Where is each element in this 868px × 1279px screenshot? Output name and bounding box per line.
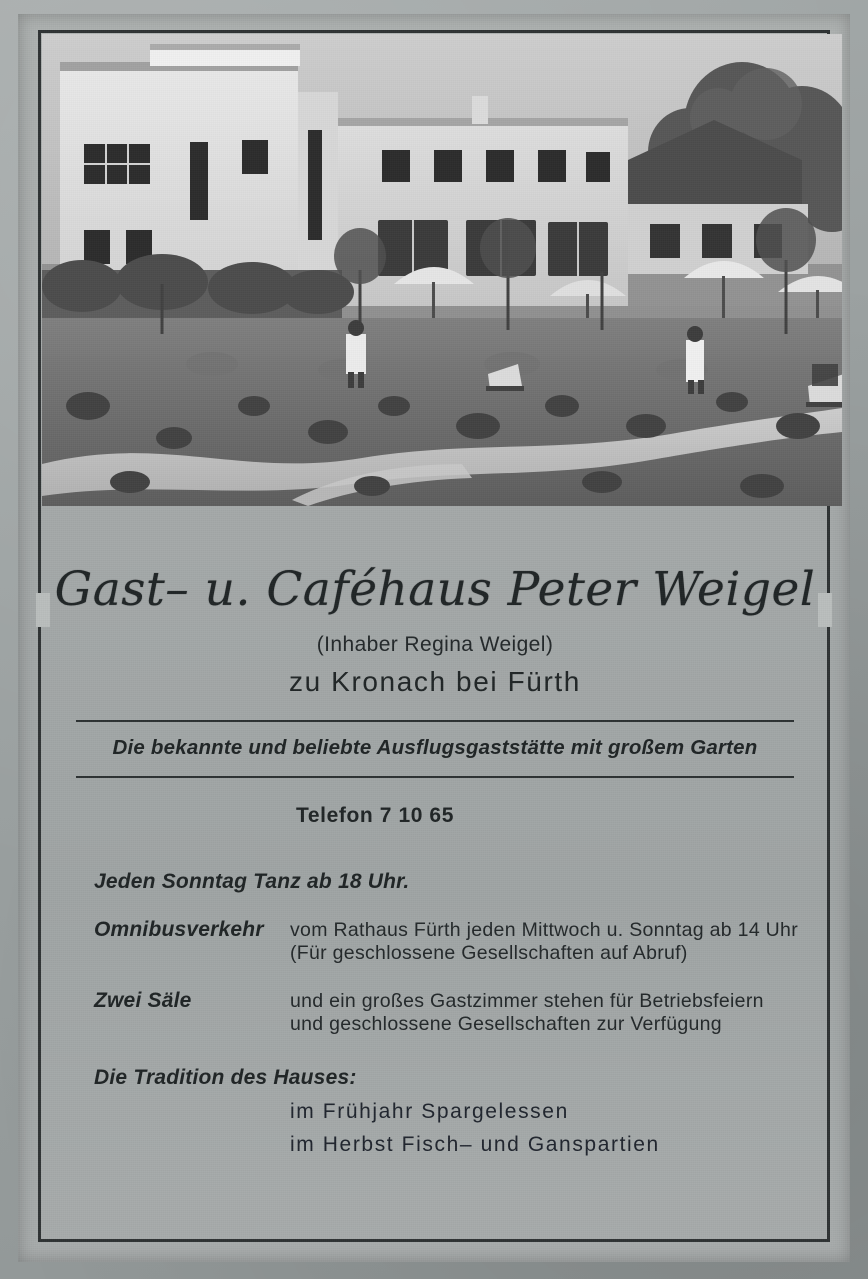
location-line: zu Kronach bei Fürth xyxy=(289,666,581,697)
building-photograph xyxy=(42,34,842,506)
dance-text: Jeden Sonntag Tanz ab 18 Uhr. xyxy=(94,870,410,893)
bus-line xyxy=(94,918,828,965)
details-list xyxy=(94,870,828,1161)
tagline: Die bekannte und beliebte Ausflugsgaststätte mit großem Garten xyxy=(112,736,758,759)
business-headline: Gast– u. Caféhaus Peter Weigel xyxy=(54,562,816,617)
halls-line xyxy=(94,989,828,1036)
owner-line: (Inhaber Regina Weigel) xyxy=(316,633,554,656)
bus-note: (Für geschlossene Gesellschaften auf Abruf) xyxy=(290,942,688,964)
photo-illustration xyxy=(42,34,842,506)
phone-number: Telefon 7 10 65 xyxy=(295,804,454,827)
bus-label: Omnibusverkehr xyxy=(94,918,264,941)
paper-background xyxy=(18,14,850,1262)
halls-text-line2: und geschlossene Gesellschaften zur Verfügung xyxy=(290,1013,722,1035)
dance-line xyxy=(94,870,828,894)
tradition-item: im Frühjahr Spargelessen xyxy=(290,1100,569,1123)
bus-text: vom Rathaus Fürth jeden Mittwoch u. Sonntag ab 14 Uhr xyxy=(290,919,798,941)
halls-label: Zwei Säle xyxy=(94,989,192,1012)
divider-top xyxy=(76,720,794,722)
tradition-item: im Herbst Fisch– und Ganspartien xyxy=(290,1132,660,1156)
tradition-items xyxy=(290,1096,828,1161)
halls-text-line1: und ein großes Gastzimmer stehen für Betriebsfeiern xyxy=(290,990,764,1012)
divider-bottom xyxy=(76,776,794,778)
advertisement-text xyxy=(42,514,828,1171)
tradition-line xyxy=(94,1066,828,1161)
tradition-label: Die Tradition des Hauses: xyxy=(94,1066,357,1089)
